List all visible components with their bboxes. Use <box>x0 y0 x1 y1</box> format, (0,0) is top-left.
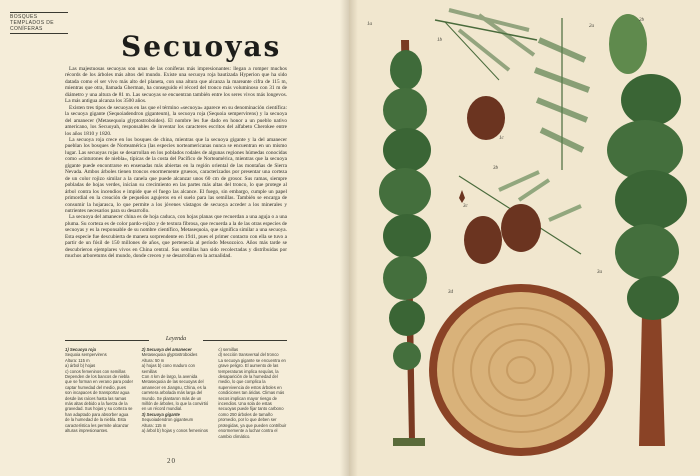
figure-label: 2b <box>639 18 644 23</box>
legend-line: 2) Secuoya del amanecer <box>141 347 192 352</box>
dawn-redwood-cone-illustration <box>609 14 647 74</box>
page-title: Secuoyas <box>121 30 282 63</box>
legend-header <box>65 336 287 344</box>
figure-label: 1a <box>367 22 372 27</box>
legend-line: Altura: 115 m <box>65 357 90 363</box>
right-page <box>349 0 700 476</box>
legend-line: Sequoia sempervirens <box>65 352 107 358</box>
giant-sequoia-branch-illustration <box>459 172 581 264</box>
legend-line: Metasequoia glyptostroboides <box>141 352 198 358</box>
legend-line: d) sección transversal del tronco <box>218 352 279 358</box>
redwood-tree-illustration <box>379 40 431 446</box>
illustration-plate <box>349 0 700 476</box>
legend-line: Altura: 50 m <box>141 357 165 363</box>
redwood-cone-illustration <box>467 96 505 140</box>
legend-rule-right <box>203 340 287 341</box>
legend-line: Sequoiadendron giganteum <box>141 417 194 423</box>
figure-label: 3c <box>463 204 468 209</box>
dawn-redwood-leaf-illustration <box>535 18 589 170</box>
paragraph: La secuoya del amanecer china es de hoja caduca, con hojas planas que recuerdan a una aguja o a una pluma. Su corteza es de color pardo-rojizo y de textura fibrosa, que recuerda a la de las otras especies de secuoyas y es la responsable de su nombre científico, Metasequoia, que significa similar a una secuoya. Esta especie fue descubierta de manera sorprendente en 1941, pues el primer contacto con ella se tuvo a partir de un fósil de 150 millones de años, que pertenecía al período Mesozoico. Años más tarde se descubrieron ejemplares vivos en China central. Sus semillas han sido recolectadas y distribuidas por muchos arboretums del mundo, donde crecen y se desarrollan en la actualidad. <box>65 214 287 260</box>
book-gutter <box>340 0 358 476</box>
legend-line: La secuoya gigante se encuentra en grave peligro. El aumento de las temperaturas implica sequías, la desaparición de la humedad del medio, lo que complica la supervivencia de estos árboles en condiciones tan áridas. Climas más secos implican mayor riesgo de incendios. Una sola de estas secuoyas puede fijar tanto carbono como 250 árboles de tamaño promedio, por lo que deben ser protegidas, ya que pueden contribuir enormemente a luchar contra el cambio climático. <box>218 357 287 439</box>
section-tag: BOSQUES TEMPLADOS DE CONÍFERAS <box>10 12 68 34</box>
legend-line: 1) Secuoya roja <box>65 347 96 352</box>
legend-title: Leyenda <box>165 336 187 342</box>
left-page <box>0 0 349 476</box>
article-body <box>65 66 287 260</box>
figure-label: 1c <box>499 136 504 141</box>
giant-sequoia-illustration <box>607 74 687 446</box>
legend-line: a) árbol b) hojas y conos femeninos <box>141 428 209 434</box>
legend-line: Altura: 115 m <box>141 422 167 428</box>
legend <box>65 347 287 439</box>
legend-line: Dependen de los bancos de niebla que se forman en verano para poder captar humedad del medio, pues son incapaces de transportar agua desde las raíces hasta las ramas más altas debido a la fuerza de la gravedad. Sus hojas y su corteza se han adaptado para absorber agua de la humedad de la niebla. Esta característica les permite alcanzar alturas impresionantes. <box>65 374 133 434</box>
figure-label: 3a <box>597 270 602 275</box>
paragraph: Existen tres tipos de secuoyas en las que el término «secuoya» aparece en su denominación científica: la secuoya gigante (Sequoiadendron giganteum), la secuoya roja (Sequoia sempervirens) y la secuoya del amanecer (Metasequoia glyptostroboides). El nombre les fue dado en honor a un pueblo nativo americano, los Secuoyah, responsables de inventar los caracteres escritos del alfabeto Cherokee entre los años 1810 y 1820. <box>65 104 287 137</box>
seed-illustration <box>459 190 465 203</box>
figure-label: 1b <box>437 38 442 43</box>
legend-column <box>218 347 287 439</box>
legend-line: a) hojas b) cono maduro con semillas <box>141 363 195 374</box>
figure-label: 3d <box>448 290 453 295</box>
legend-column <box>65 347 134 439</box>
page-number: 20 <box>167 457 176 465</box>
paragraph: Las majestuosas secuoyas son unas de las coníferas más impresionantes: llegan a romper muchos récords de los árboles más altos del mundo. Existe una secuoya roja bautizada Hyperion que ha sido datada como el ser vivo más alto del planeta, con una altura que alcanza la mareante cifra de 115 m, mientras que otra, llamada Gherman, ha conseguido el récord del tronco más voluminoso con 31 m de diámetro y una altura de 81 m. Las secuoyas se encuentran también entre los seres vivos más longevos. La más antigua alcanza los 3500 años. <box>65 66 287 105</box>
needle-branch-illustration <box>435 10 537 80</box>
legend-column <box>142 347 211 439</box>
legend-line: 3) Secuoya gigante <box>141 411 180 417</box>
legend-line: Con 4 km de largo, la avenida Metasequoia de las secuoyas del amanecer en Jiangsu, China, es la carretera arbolada más larga del mundo. Se plantaron más de un millón de árboles, lo que la convirtió en un récord mundial. <box>141 374 209 412</box>
legend-line: c) conos femeninos con semillas <box>65 368 126 374</box>
legend-line: c) semillas <box>218 347 239 352</box>
figure-label: 2a <box>589 24 594 29</box>
paragraph: La secuoya roja crece en los bosques de china, mientras que la secuoya gigante y la del amanecer pueblan los bosques de Norteamérica (las especies norteamericanas nunca se encuentran en un mismo lugar. Las secuoyas rojas se desarrollan en los poblados rodales de algunas regiones húmedas conocidas como «cinturones de niebla», típicas de la costa del Pacífico de Norteamérica, mientras que la secuoya gigante puede encontrarse en ensenadas más abiertas en la región oriental de las montañas de Sierra Nevada. Ambos árboles tienen troncos enormemente gruesos, caracterizados por presentar una corteza de un color rojizo similar a la canela que puede alcanzar unos 60 cm de grosor. Sus ramas, siempre pobladas de hojas verdes, inician su crecimiento en las partes más altas del tronco, lo que protege al árbol contra los incendios e impide que el fuego las alcance. El fuego, sin embargo, cumple un papel primordial en la creación de pequeños agujeros en el suelo para las semillas. También se encarga de consumir la hojarasca, lo que permite a los jóvenes vástagos de secuoya acceder a los minerales y nutrientes necesarios para su desarrollo. <box>65 136 287 214</box>
legend-line: a) árbol b) hojas <box>65 363 96 369</box>
trunk-cross-section-illustration <box>429 284 613 456</box>
figure-label: 3b <box>493 166 498 171</box>
